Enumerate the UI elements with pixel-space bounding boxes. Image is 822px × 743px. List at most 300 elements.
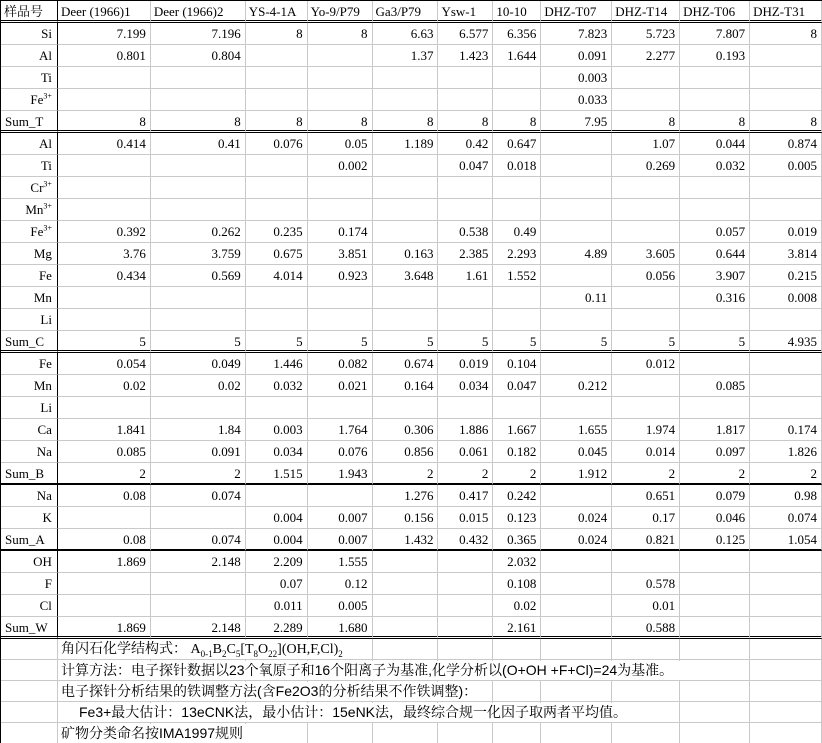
cell (308, 287, 373, 309)
cell: 3.907 (680, 265, 750, 287)
cell: 1.667 (493, 419, 541, 441)
cell: 0.061 (438, 441, 493, 463)
column-header: DHZ-T31 (750, 1, 822, 23)
note-text: 矿物分类命名按IMA1997规则 (61, 724, 251, 743)
cell (541, 133, 612, 155)
cell (151, 155, 246, 177)
cell: 2.289 (246, 617, 308, 639)
cell: 0.538 (438, 221, 493, 243)
table-row (1, 507, 822, 529)
cell (308, 177, 373, 199)
row-label: Cl (1, 595, 58, 617)
note-grid-cell (541, 723, 612, 743)
cell: 0.98 (750, 485, 822, 507)
cell: 0.49 (493, 221, 541, 243)
column-header: 样品号 (1, 1, 58, 23)
cell (438, 287, 493, 309)
note-grid-cell (438, 723, 493, 743)
note-grid-cell (1, 660, 58, 681)
table-row (1, 441, 822, 463)
cell (373, 309, 439, 331)
cell: 1.869 (58, 551, 151, 573)
cell: 0.392 (58, 221, 151, 243)
cell: 5 (438, 331, 493, 353)
row-label: Fe (1, 265, 58, 287)
cell (373, 551, 439, 573)
cell (750, 177, 822, 199)
cell: 1.515 (246, 463, 308, 485)
cell: 0.076 (246, 133, 308, 155)
row-label: Na (1, 441, 58, 463)
cell: 2 (750, 463, 822, 485)
table-row (1, 221, 822, 243)
cell (612, 287, 680, 309)
cell: 8 (750, 23, 822, 45)
cell: 2.277 (612, 45, 680, 67)
row-label: Ti (1, 155, 58, 177)
cell (750, 573, 822, 595)
column-header: DHZ-T07 (541, 1, 612, 23)
cell: 0.235 (246, 221, 308, 243)
cell: 0.019 (750, 221, 822, 243)
cell (58, 155, 151, 177)
row-label: Ca (1, 419, 58, 441)
cell (58, 199, 151, 221)
cell: 0.156 (373, 507, 439, 529)
cell: 0.018 (493, 155, 541, 177)
cell: 0.057 (680, 221, 750, 243)
cell: 0.215 (750, 265, 822, 287)
cell: 8 (750, 111, 822, 133)
table-row (1, 375, 822, 397)
cell (308, 67, 373, 89)
cell: 0.004 (246, 529, 308, 551)
cell: 0.049 (151, 353, 246, 375)
cell: 8 (308, 111, 373, 133)
table-row (1, 485, 822, 507)
cell (680, 595, 750, 617)
cell: 0.08 (58, 529, 151, 551)
cell (438, 595, 493, 617)
cell (373, 573, 439, 595)
cell: 2.161 (493, 617, 541, 639)
row-label: Al (1, 133, 58, 155)
note-grid-cell (612, 723, 680, 743)
cell: 0.108 (493, 573, 541, 595)
cell (541, 177, 612, 199)
cell: 0.091 (541, 45, 612, 67)
cell: 1.912 (541, 463, 612, 485)
cell (438, 397, 493, 419)
cell (750, 67, 822, 89)
column-header: Yo-9/P79 (308, 1, 373, 23)
cell: 2.385 (438, 243, 493, 265)
note-grid-cell (493, 723, 541, 743)
cell: 2.032 (493, 551, 541, 573)
note-row (1, 639, 822, 660)
cell (246, 199, 308, 221)
cell (373, 199, 439, 221)
cell: 0.12 (308, 573, 373, 595)
cell: 2 (493, 463, 541, 485)
cell: 0.182 (493, 441, 541, 463)
cell: 0.012 (612, 353, 680, 375)
cell: 0.674 (373, 353, 439, 375)
cell: 0.306 (373, 419, 439, 441)
header-row (1, 1, 822, 23)
cell (750, 89, 822, 111)
note-grid-cell (1, 723, 58, 743)
table-row (1, 595, 822, 617)
cell: 0.414 (58, 133, 151, 155)
note-row (1, 723, 822, 743)
table-row (1, 419, 822, 441)
cell (612, 375, 680, 397)
cell: 0.021 (308, 375, 373, 397)
cell (612, 89, 680, 111)
cell (493, 199, 541, 221)
cell (246, 45, 308, 67)
cell: 0.007 (308, 507, 373, 529)
row-label: Mn (1, 375, 58, 397)
cell: 3.851 (308, 243, 373, 265)
cell: 1.680 (308, 617, 373, 639)
cell: 0.07 (246, 573, 308, 595)
cell (612, 397, 680, 419)
note-grid-cell (493, 639, 541, 660)
cell: 1.189 (373, 133, 439, 155)
cell: 0.17 (612, 507, 680, 529)
cell (680, 573, 750, 595)
cell: 3.759 (151, 243, 246, 265)
cell: 6.356 (493, 23, 541, 45)
cell (151, 199, 246, 221)
cell (246, 155, 308, 177)
cell (541, 221, 612, 243)
cell (58, 287, 151, 309)
note-grid-cell (1, 681, 58, 702)
cell: 1.869 (58, 617, 151, 639)
note-grid-cell (750, 681, 822, 702)
cell (750, 45, 822, 67)
cell (438, 551, 493, 573)
cell: 0.011 (246, 595, 308, 617)
cell (750, 397, 822, 419)
cell: 0.034 (246, 441, 308, 463)
cell: 4.89 (541, 243, 612, 265)
cell (151, 507, 246, 529)
table-row (1, 199, 822, 221)
cell: 5 (308, 331, 373, 353)
cell (541, 397, 612, 419)
cell: 0.007 (308, 529, 373, 551)
cell: 0.262 (151, 221, 246, 243)
cell: 1.764 (308, 419, 373, 441)
cell: 8 (493, 111, 541, 133)
cell (680, 353, 750, 375)
cell: 0.032 (680, 155, 750, 177)
row-label: OH (1, 551, 58, 573)
cell: 0.874 (750, 133, 822, 155)
table-row (1, 243, 822, 265)
cell (373, 221, 439, 243)
table-row (1, 155, 822, 177)
table-row (1, 89, 822, 111)
cell (438, 573, 493, 595)
cell: 8 (308, 23, 373, 45)
column-header: DHZ-T06 (680, 1, 750, 23)
cell: 0.417 (438, 485, 493, 507)
note-grid-cell (680, 723, 750, 743)
cell (308, 397, 373, 419)
table-row (1, 177, 822, 199)
cell (680, 397, 750, 419)
cell (612, 199, 680, 221)
cell: 0.434 (58, 265, 151, 287)
cell (373, 287, 439, 309)
note-grid-cell (750, 723, 822, 743)
cell (493, 397, 541, 419)
cell: 2 (58, 463, 151, 485)
row-label: F (1, 573, 58, 595)
cell: 7.199 (58, 23, 151, 45)
cell (151, 287, 246, 309)
cell: 0.269 (612, 155, 680, 177)
cell (680, 199, 750, 221)
cell: 6.577 (438, 23, 493, 45)
cell (680, 617, 750, 639)
cell: 3.605 (612, 243, 680, 265)
row-label: Na (1, 485, 58, 507)
cell (680, 67, 750, 89)
cell (438, 309, 493, 331)
cell (438, 617, 493, 639)
cell: 5 (246, 331, 308, 353)
row-label: $Fe^{3+}$ (1, 89, 58, 111)
note-row (1, 681, 822, 702)
row-label: Sum_C (1, 331, 58, 353)
note-grid-cell (1, 702, 58, 723)
cell (541, 309, 612, 331)
cell: 0.569 (151, 265, 246, 287)
cell: 5 (58, 331, 151, 353)
table-row (1, 331, 822, 353)
cell: 0.097 (680, 441, 750, 463)
table-row (1, 265, 822, 287)
cell: 0.032 (246, 375, 308, 397)
cell (373, 617, 439, 639)
table-row (1, 573, 822, 595)
cell (246, 485, 308, 507)
cell: 0.242 (493, 485, 541, 507)
note-grid-cell (680, 681, 750, 702)
cell: 0.003 (541, 67, 612, 89)
cell: 1.276 (373, 485, 439, 507)
cell: 3.814 (750, 243, 822, 265)
cell: 5 (541, 331, 612, 353)
cell (246, 177, 308, 199)
cell: 0.05 (308, 133, 373, 155)
cell (438, 199, 493, 221)
cell: 0.432 (438, 529, 493, 551)
cell (373, 177, 439, 199)
note-grid-cell (308, 723, 373, 743)
cell: 0.074 (151, 529, 246, 551)
cell: 1.446 (246, 353, 308, 375)
cell (58, 595, 151, 617)
cell (541, 155, 612, 177)
row-label: Fe (1, 353, 58, 375)
cell (308, 485, 373, 507)
cell: 5 (612, 331, 680, 353)
table-row (1, 463, 822, 485)
cell (750, 617, 822, 639)
cell: 1.61 (438, 265, 493, 287)
note-grid-cell (612, 681, 680, 702)
cell: 1.943 (308, 463, 373, 485)
table-row (1, 617, 822, 639)
note-grid-cell (493, 681, 541, 702)
cell: 2 (373, 463, 439, 485)
cell: 7.807 (680, 23, 750, 45)
note-row (1, 660, 822, 681)
cell: 0.008 (750, 287, 822, 309)
cell (541, 551, 612, 573)
cell: 1.552 (493, 265, 541, 287)
cell: 0.003 (246, 419, 308, 441)
note-text: 角闪石化学结构式： $A_{0-1}B_2C_5[T_8O_{22}](OH,F,Cl)_2$ (61, 640, 351, 659)
table-row (1, 353, 822, 375)
cell: 1.423 (438, 45, 493, 67)
cell: 0.123 (493, 507, 541, 529)
cell: 0.047 (493, 375, 541, 397)
cell: 1.841 (58, 419, 151, 441)
cell (541, 353, 612, 375)
cell (438, 89, 493, 111)
cell: 2 (438, 463, 493, 485)
cell: 0.164 (373, 375, 439, 397)
row-label: Mn (1, 287, 58, 309)
row-label: Li (1, 309, 58, 331)
cell: 1.974 (612, 419, 680, 441)
cell: 0.074 (750, 507, 822, 529)
cell (58, 309, 151, 331)
cell: 0.42 (438, 133, 493, 155)
row-label: Mg (1, 243, 58, 265)
cell: 0.044 (680, 133, 750, 155)
note-grid-cell (750, 639, 822, 660)
cell: 2.148 (151, 617, 246, 639)
cell: 0.024 (541, 529, 612, 551)
row-label: Sum_A (1, 529, 58, 551)
cell: 0.801 (58, 45, 151, 67)
cell (612, 221, 680, 243)
cell (493, 309, 541, 331)
cell: 0.104 (493, 353, 541, 375)
cell (58, 507, 151, 529)
cell: 2.293 (493, 243, 541, 265)
table-row (1, 287, 822, 309)
cell: 0.651 (612, 485, 680, 507)
cell (750, 353, 822, 375)
cell: 5 (373, 331, 439, 353)
cell (373, 67, 439, 89)
cell: 0.091 (151, 441, 246, 463)
cell: 0.11 (541, 287, 612, 309)
table-row (1, 67, 822, 89)
row-label: $Cr^{3+}$ (1, 177, 58, 199)
cell: 8 (438, 111, 493, 133)
cell (246, 397, 308, 419)
cell: 1.432 (373, 529, 439, 551)
cell: 2.209 (246, 551, 308, 573)
row-label: Si (1, 23, 58, 45)
cell (541, 265, 612, 287)
note-grid-cell (1, 639, 58, 660)
note-grid-cell (373, 723, 439, 743)
cell: 0.01 (612, 595, 680, 617)
cell (151, 573, 246, 595)
note-grid-cell (680, 702, 750, 723)
row-label: Li (1, 397, 58, 419)
cell (373, 89, 439, 111)
cell (750, 309, 822, 331)
cell (541, 617, 612, 639)
row-label: Sum_B (1, 463, 58, 485)
cell: 0.033 (541, 89, 612, 111)
cell (246, 67, 308, 89)
cell (680, 551, 750, 573)
cell: 1.555 (308, 551, 373, 573)
cell: 8 (373, 111, 439, 133)
note-grid-cell (612, 639, 680, 660)
note-text: Fe3+最大估计：13eCNK法，最小估计：15eNK法，最终综合规一化因子取两者平均值。 (61, 703, 635, 722)
cell: 0.004 (246, 507, 308, 529)
cell: 0.644 (680, 243, 750, 265)
cell: 0.005 (308, 595, 373, 617)
cell: 1.886 (438, 419, 493, 441)
row-label: Sum_W (1, 617, 58, 639)
cell (151, 595, 246, 617)
row-label: $Fe^{3+}$ (1, 221, 58, 243)
table-row (1, 397, 822, 419)
cell (541, 199, 612, 221)
cell: 0.054 (58, 353, 151, 375)
cell: 1.07 (612, 133, 680, 155)
cell: 7.196 (151, 23, 246, 45)
cell (612, 551, 680, 573)
note-grid-cell (373, 639, 439, 660)
cell (438, 67, 493, 89)
cell (151, 309, 246, 331)
cell (612, 67, 680, 89)
cell: 2 (151, 463, 246, 485)
table-row (1, 133, 822, 155)
cell (58, 89, 151, 111)
cell: 0.074 (151, 485, 246, 507)
cell (151, 89, 246, 111)
cell: 8 (58, 111, 151, 133)
cell: 0.365 (493, 529, 541, 551)
row-label: Ti (1, 67, 58, 89)
cell (373, 155, 439, 177)
cell: 0.804 (151, 45, 246, 67)
cell (493, 287, 541, 309)
cell: 0.02 (151, 375, 246, 397)
cell: 0.174 (308, 221, 373, 243)
cell: 0.015 (438, 507, 493, 529)
cell (541, 573, 612, 595)
